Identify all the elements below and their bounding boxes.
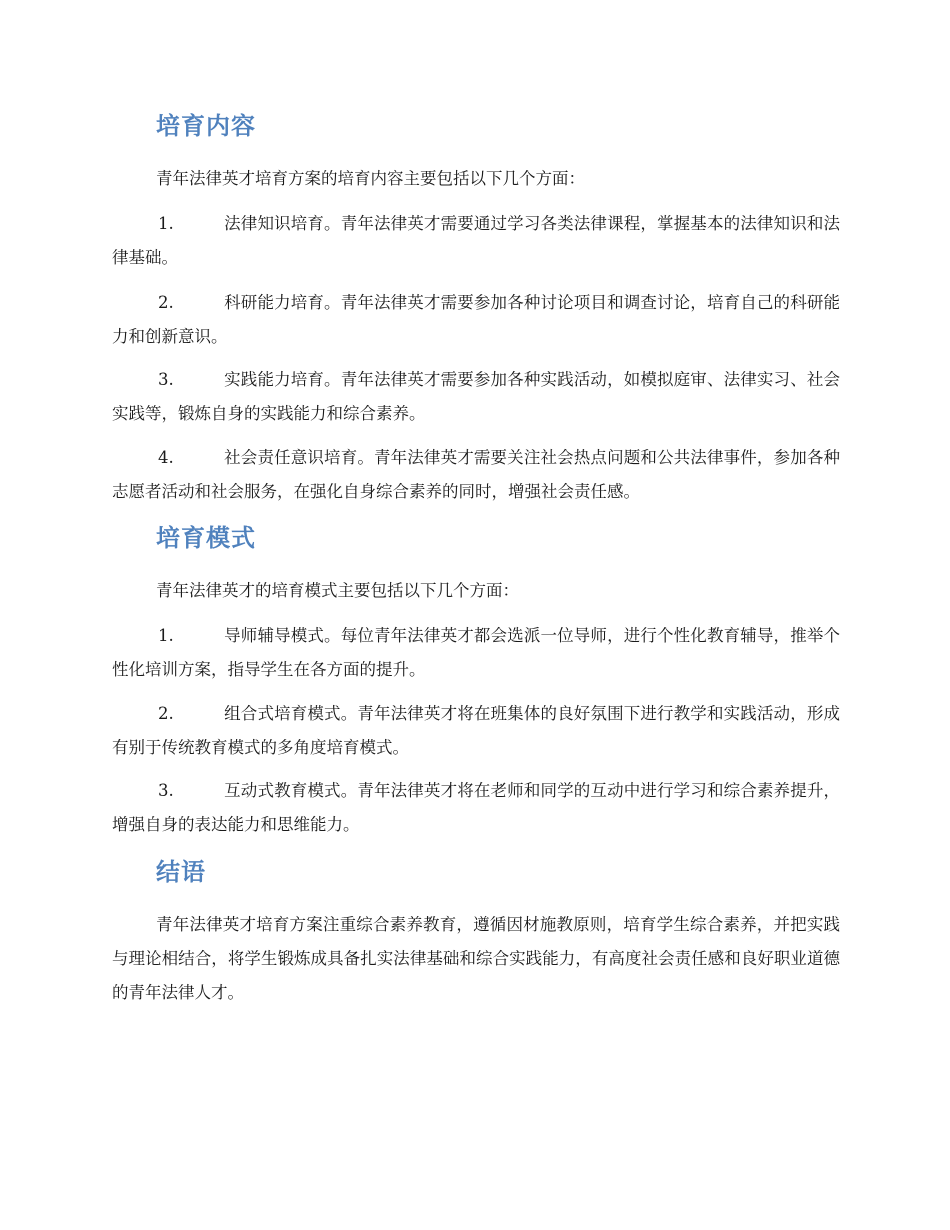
list-item-text: 科研能力培育。青年法律英才需要参加各种讨论项目和调查讨论，培育自己的科研能力和创新意识。 [112,293,840,346]
list-item-text: 实践能力培育。青年法律英才需要参加各种实践活动，如模拟庭审、法律实习、社会实践等，锻炼自身的实践能力和综合素养。 [112,370,840,423]
list-item [112,207,840,275]
section-intro-content: 青年法律英才培育方案的培育内容主要包括以下几个方面： [156,169,585,188]
list-item-text: 法律知识培育。青年法律英才需要通过学习各类法律课程，掌握基本的法律知识和法律基础。 [112,214,840,267]
section-body-conclusion: 青年法律英才培育方案注重综合素养教育，遵循因材施教原则，培育学生综合素养，并把实践与理论相结合，将学生锻炼成具备扎实法律基础和综合实践能力，有高度社会责任感和良好职业道德的青年法律人才。 [112,915,840,1002]
list-item-number: 1. [158,626,174,645]
list-item-number: 3. [158,370,174,389]
list-item-text: 互动式教育模式。青年法律英才将在老师和同学的互动中进行学习和综合素养提升，增强自身的表达能力和思维能力。 [112,781,840,834]
list-item [112,619,840,687]
list-item [112,286,840,354]
list-item [112,774,840,842]
list-item-number: 1. [158,214,174,233]
list-item-number: 3. [158,781,174,800]
list-item-text: 导师辅导模式。每位青年法律英才都会选派一位导师，进行个性化教育辅导，推举个性化培训方案，指导学生在各方面的提升。 [112,626,840,679]
list-item-text: 组合式培育模式。青年法律英才将在班集体的良好氛围下进行教学和实践活动，形成有别于传统教育模式的多角度培育模式。 [112,704,840,757]
section-heading-content: 培育内容 [156,112,256,140]
list-item [112,441,840,509]
list-item-number: 4. [158,448,174,467]
list-item-number: 2. [158,293,174,312]
list-item [112,363,840,431]
section-heading-conclusion: 结语 [156,858,206,886]
list-item-number: 2. [158,704,174,723]
section-intro-mode: 青年法律英才的培育模式主要包括以下几个方面： [156,581,519,600]
list-item-text: 社会责任意识培育。青年法律英才需要关注社会热点问题和公共法律事件，参加各种志愿者活动和社会服务，在强化自身综合素养的同时，增强社会责任感。 [112,448,840,501]
list-item [112,697,840,765]
section-heading-mode: 培育模式 [156,524,256,552]
